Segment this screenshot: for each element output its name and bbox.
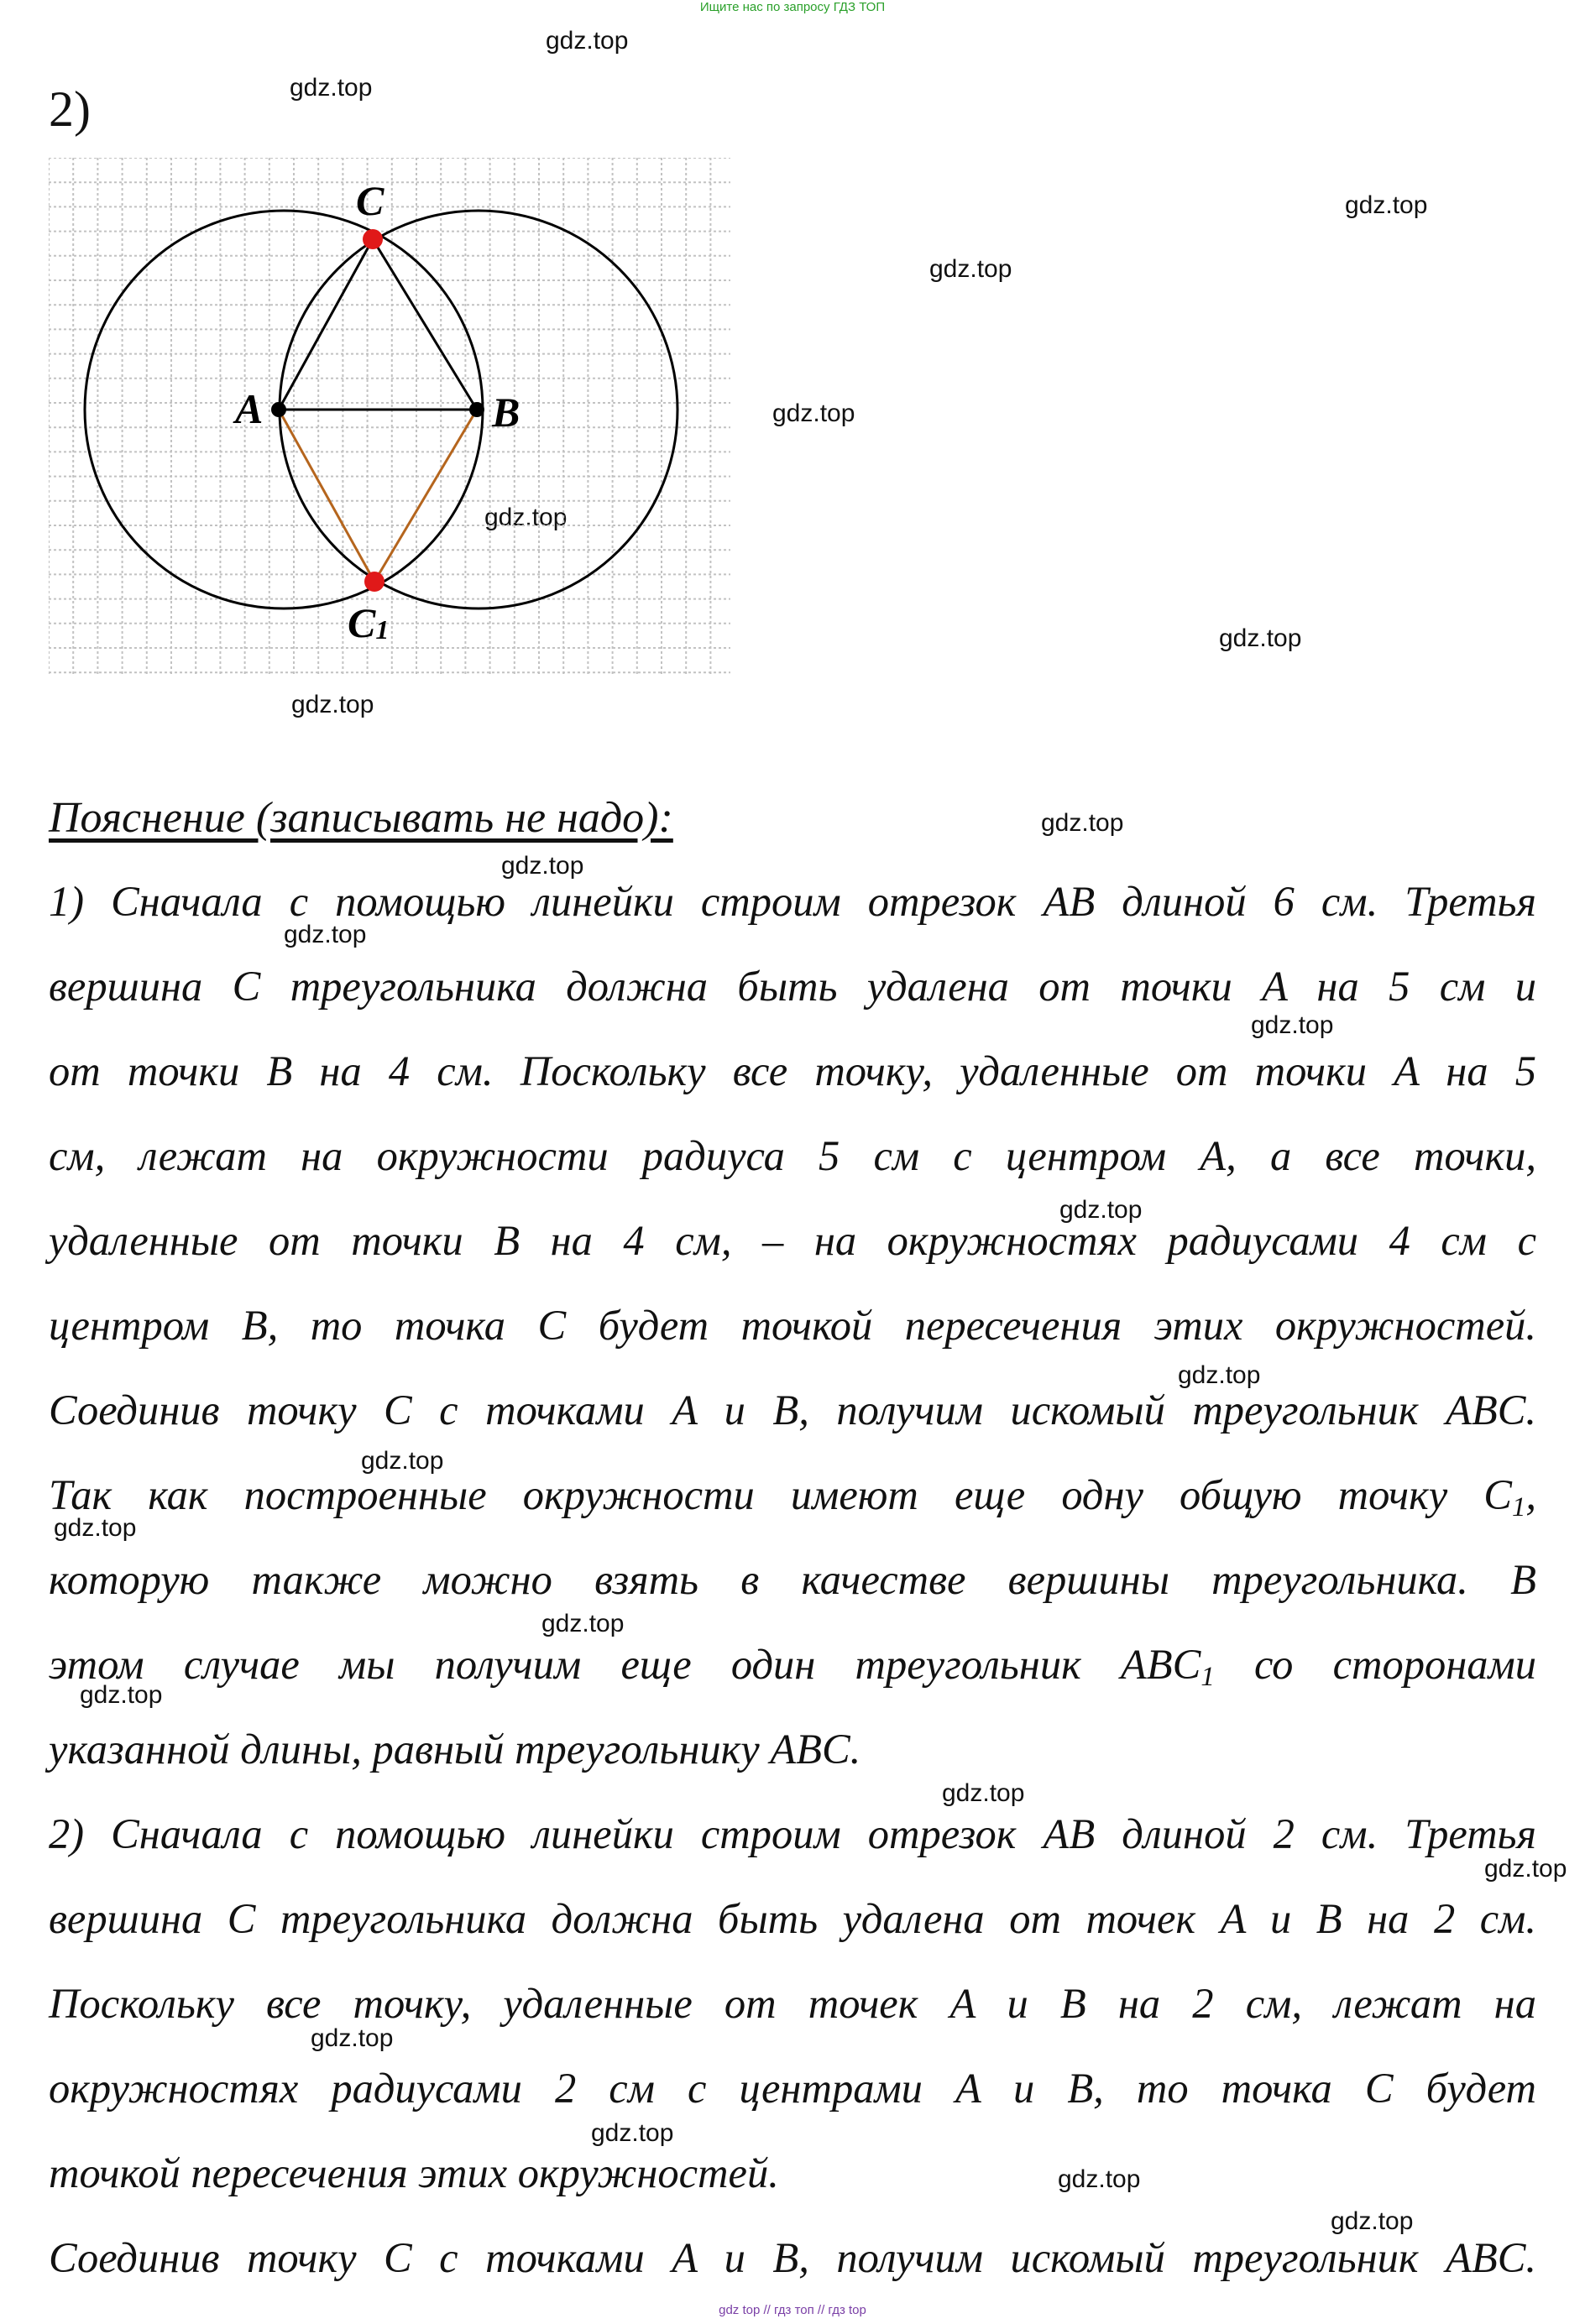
watermark: gdz.top xyxy=(1251,1011,1334,1039)
paragraph-line: указанной длины, равный треугольнику ABC. xyxy=(49,1726,861,1773)
paragraph-line: вершина C треугольника должна быть удалена от точек A и B на 2 см. xyxy=(49,1895,1536,1942)
paragraph-line: этом случае мы получим еще один треугольник $ABC_1$ со сторонами xyxy=(49,1641,1537,1693)
paragraph-line: 1) Сначала с помощью линейки строим отрезок AB длиной 6 см. Третья xyxy=(49,878,1536,925)
paragraph-line: точкой пересечения этих окружностей. xyxy=(49,2149,779,2196)
segment-bc1 xyxy=(374,410,477,582)
watermark: gdz.top xyxy=(929,255,1012,283)
watermark: gdz.top xyxy=(546,27,629,55)
watermark: gdz.top xyxy=(1345,191,1428,219)
paragraph-line: Соединив точку C с точками A и B, получим искомый треугольник ABC. xyxy=(49,2234,1536,2281)
watermark: gdz.top xyxy=(290,74,373,102)
watermark: gdz.top xyxy=(311,2024,394,2052)
paragraph-line: центром B, то точка C будет точкой пересечения этих окружностей. xyxy=(49,1302,1536,1349)
paragraph-line: 2) Сначала с помощью линейки строим отрезок AB длиной 2 см. Третья xyxy=(49,1810,1536,1857)
paragraph-line: см, лежат на окружности радиуса 5 см с центром A, а все точки, xyxy=(49,1132,1536,1179)
segment-ac xyxy=(279,239,373,410)
task-number: 2) xyxy=(49,81,91,137)
paragraph-line: окружностях радиусами 2 см с центрами A и B, то точка C будет xyxy=(49,2065,1536,2112)
watermark: gdz.top xyxy=(1178,1361,1261,1389)
grid xyxy=(49,158,730,676)
paragraph-line: от точки B на 4 см. Поскольку все точку, удаленные от точки A на 5 xyxy=(49,1047,1536,1094)
paragraph-line: Поскольку все точку, удаленные от точек A и B на 2 см, лежат на xyxy=(49,1980,1536,2027)
point-c1 xyxy=(364,572,384,592)
segment-bc xyxy=(373,239,477,410)
explanation-title: Пояснение (записывать не надо): xyxy=(49,794,673,842)
point-a xyxy=(271,402,286,417)
point-b xyxy=(469,402,484,417)
watermark: gdz.top xyxy=(591,2119,674,2147)
footer-links[interactable]: gdz top // гдз топ // гдз top xyxy=(719,2303,866,2317)
point-c xyxy=(363,229,383,249)
watermark: gdz.top xyxy=(484,504,568,531)
watermark: gdz.top xyxy=(1331,2207,1414,2235)
watermark: gdz.top xyxy=(541,1610,625,1637)
watermark: gdz.top xyxy=(291,691,374,718)
watermark: gdz.top xyxy=(1058,2165,1141,2193)
paragraph-line: вершина C треугольника должна быть удалена от точки A на 5 см и xyxy=(49,963,1536,1010)
construction-figure xyxy=(49,158,730,676)
watermark: gdz.top xyxy=(80,1681,163,1709)
label-a: A xyxy=(235,385,264,432)
watermark: gdz.top xyxy=(361,1447,444,1475)
watermark: gdz.top xyxy=(942,1779,1025,1807)
label-c1: C1 xyxy=(348,599,390,646)
watermark: gdz.top xyxy=(501,852,584,880)
watermark: gdz.top xyxy=(54,1514,137,1542)
paragraph-line: удаленные от точки B на 4 см, – на окружностях радиусами 4 см с xyxy=(49,1217,1536,1264)
paragraph-line: которую также можно взять в качестве вершины треугольника. В xyxy=(49,1556,1536,1603)
label-b: B xyxy=(492,389,520,436)
watermark: gdz.top xyxy=(1484,1855,1567,1883)
label-c: C xyxy=(356,177,384,224)
top-banner[interactable]: Ищите нас по запросу ГДЗ ТОП xyxy=(699,0,886,14)
watermark: gdz.top xyxy=(1059,1196,1143,1224)
paragraph-line: Соединив точку C с точками A и B, получим искомый треугольник ABC. xyxy=(49,1387,1536,1434)
paragraph-line: Так как построенные окружности имеют еще одну общую точку $C_1$, xyxy=(49,1471,1536,1523)
watermark: gdz.top xyxy=(1041,809,1124,837)
watermark: gdz.top xyxy=(284,921,367,948)
watermark: gdz.top xyxy=(1219,624,1302,652)
watermark: gdz.top xyxy=(772,400,855,427)
